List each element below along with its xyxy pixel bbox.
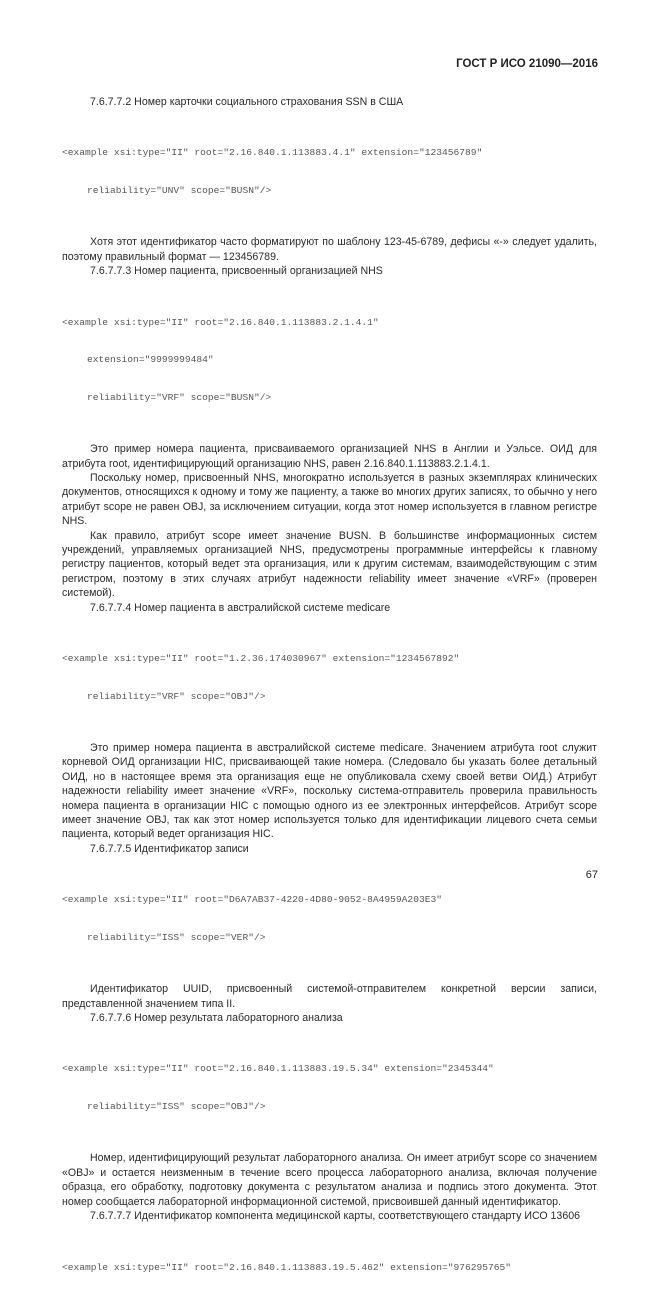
code-line: <example xsi:type="II" root="2.16.840.1.113883.2.1.4.1" xyxy=(62,317,597,330)
section-heading: 7.6.7.7.7 Идентификатор компонента медицинской карты, соответствующего стандарту ИСО 13606 xyxy=(62,1209,597,1223)
code-line: reliability="UNV" scope="BUSN"/> xyxy=(62,185,597,198)
code-example xyxy=(62,628,597,728)
section-heading: 7.6.7.7.4 Номер пациента в австралийской системе medicare xyxy=(62,601,597,615)
code-example xyxy=(62,869,597,969)
code-example xyxy=(62,122,597,222)
paragraph: Поскольку номер, присвоенный NHS, многократно используется в разных экземплярах клинических документов, относящихся к одному и тому же пациенту, а также во многих других записях, то обычно у него атрибут scope не равен OBJ, за исключением ситуации, когда этот номер используется в главном регистре NHS. xyxy=(62,471,597,529)
section-heading: 7.6.7.7.6 Номер результата лабораторного анализа xyxy=(62,1011,597,1025)
code-line: <example xsi:type="II" root="D6A7AB37-4220-4D80-9052-8A4959A203E3" xyxy=(62,894,597,907)
page-number: 67 xyxy=(586,869,598,881)
page-header: ГОСТ Р ИСО 21090—2016 xyxy=(456,58,598,70)
code-line: <example xsi:type="II" root="2.16.840.1.113883.19.5.34" extension="2345344" xyxy=(62,1063,597,1076)
code-line: reliability="VRF" scope="OBJ"/> xyxy=(62,691,597,704)
paragraph: Как правило, атрибут scope имеет значение BUSN. В большинстве информационных систем учреждений, управляемых организацией NHS, предусмотрены программные интерфейсы к главному регистру пациентов, который ведет эта организация, или к другим системам, взаимодействующим с этим регистром, поэтому в этих случаях атрибут надежности reliability имеет значение «VRF» (проверен системой). xyxy=(62,529,597,601)
code-example xyxy=(62,1237,597,1299)
code-line: reliability="VRF" scope="BUSN"/> xyxy=(62,392,597,405)
paragraph: Номер, идентифицирующий результат лабораторного анализа. Он имеет атрибут scope со значением «OBJ» и остается неизменным в течение всего процесса лабораторного анализа, включая получение образца, его обработку, подготовку документа с результатом анализа и подпись этого документа. Этот номер сообщается лабораторной информационной системой, присвоившей данный идентификатор. xyxy=(62,1151,597,1209)
code-line: reliability="ISS" scope="OBJ"/> xyxy=(62,1101,597,1114)
paragraph: Хотя этот идентификатор часто форматируют по шаблону 123-45-6789, дефисы «-» следует удалить, поэтому правильный формат — 123456789. xyxy=(62,235,597,264)
code-line: extension="9999999484" xyxy=(62,354,597,367)
paragraph: Идентификатор UUID, присвоенный системой-отправителем конкретной версии записи, представленной значением типа II. xyxy=(62,982,597,1011)
page-content xyxy=(62,95,597,1299)
section-heading: 7.6.7.7.2 Номер карточки социального страхования SSN в США xyxy=(62,95,597,109)
paragraph: Это пример номера пациента, присваиваемого организацией NHS в Англии и Уэльсе. ОИД для атрибута root, идентифицирующий организацию NHS, равен 2.16.840.1.113883.2.1.4.1. xyxy=(62,442,597,471)
paragraph: Это пример номера пациента в австралийской системе medicare. Значением атрибута root служит корневой ОИД организации HIC, присваивающей такие номера. (Следовало бы указать более детальный ОИД, но в настоящее время эта организация еще не опубликовала схему своей ветви ОИД.) Атрибут надежности reliability имеет значение «VRF», поскольку система-отправитель проверила правильность номера пациента в организации HIC с помощью одного из ее электронных интерфейсов. Атрибут scope имеет значение OBJ, так как этот номер используется только для идентификации лицевого счета семьи пациента, который ведет организация HIC. xyxy=(62,741,597,842)
code-line: <example xsi:type="II" root="2.16.840.1.113883.4.1" extension="123456789" xyxy=(62,147,597,160)
section-heading: 7.6.7.7.5 Идентификатор записи xyxy=(62,842,597,856)
code-line: <example xsi:type="II" root="1.2.36.174030967" extension="1234567892" xyxy=(62,653,597,666)
code-line: <example xsi:type="II" root="2.16.840.1.113883.19.5.462" extension="976295765" xyxy=(62,1262,597,1275)
code-line: reliability="ISS" scope="VER"/> xyxy=(62,932,597,945)
section-heading: 7.6.7.7.3 Номер пациента, присвоенный организацией NHS xyxy=(62,264,597,278)
code-example xyxy=(62,292,597,430)
code-example xyxy=(62,1038,597,1138)
